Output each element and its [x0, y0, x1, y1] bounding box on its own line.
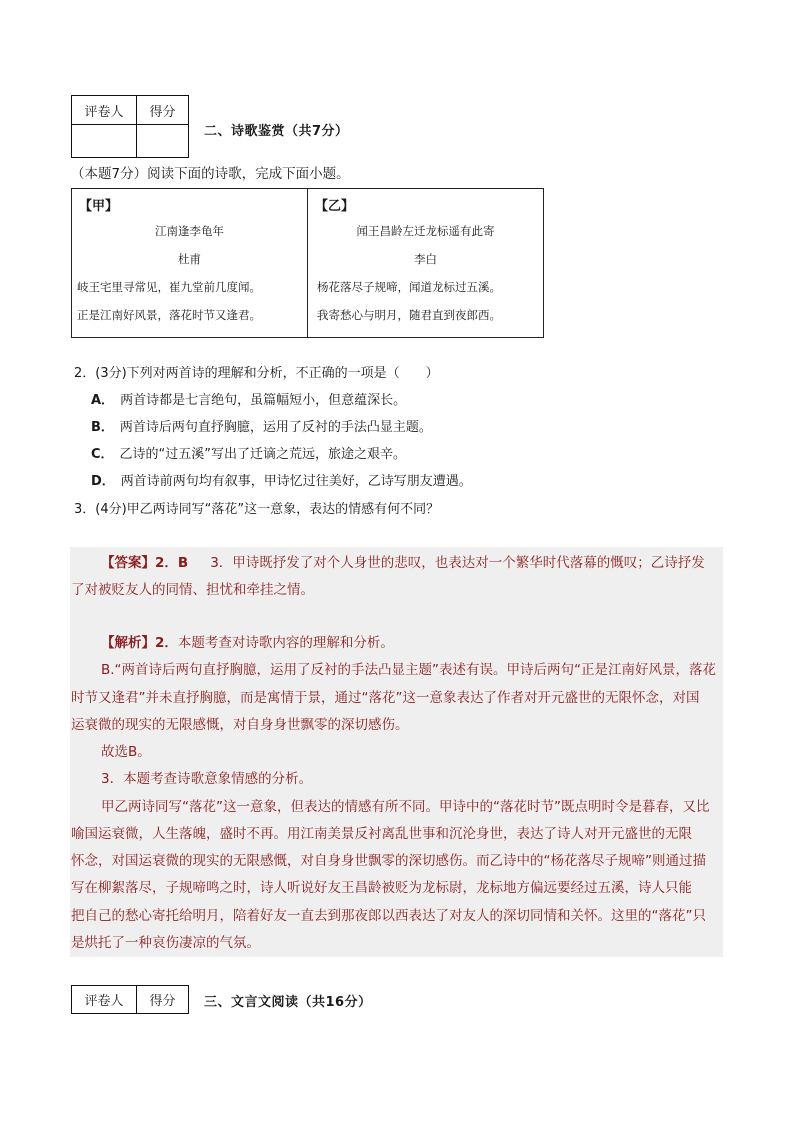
- poem-left-line-2: 正是江南好风景，落花时节又逢君。: [77, 308, 261, 322]
- section-3-title: 三、文言文阅读（共16分）: [204, 995, 372, 1010]
- poem-left-author: 杜甫: [178, 252, 201, 266]
- poem-right-line-2: 我寄愁心与明月，随君直到夜郎西。: [317, 308, 501, 322]
- question-2-option-b[interactable]: B． 两首诗后两句直抒胸臆，运用了反衬的手法凸显主题。: [91, 420, 432, 435]
- poem-right-cell: [308, 189, 544, 338]
- answer-line-1: 【答案】2．B 3．甲诗既抒发了对个人身世的悲叹，也表达对一个繁华时代落幕的慨叹；乙诗抒发: [101, 555, 705, 571]
- score-blank[interactable]: [137, 125, 189, 158]
- poem-table: [71, 188, 544, 338]
- poem-right-title: 闻王昌龄左迁龙标遥有此寄: [356, 224, 495, 238]
- analysis-q3-line-4: 写在柳絮落尽，子规啼鸣之时，诗人听说好友王昌龄被贬为龙标尉，龙标地方偏远要经过五溪，诗人只能: [71, 880, 692, 896]
- poem-right-tag: 【乙】: [315, 199, 355, 214]
- question-2-option-a[interactable]: A． 两首诗都是七言绝句，虽篇幅短小，但意蕴深长。: [91, 393, 407, 408]
- question-2-option-d[interactable]: D． 两首诗前两句均有叙事，甲诗忆过往美好，乙诗写朋友遭遇。: [91, 474, 472, 489]
- section-2-title: 二、诗歌鉴赏（共7分）: [204, 124, 349, 139]
- score-label-2: 得分: [137, 986, 189, 1014]
- analysis-q3-line-6: 是烘托了一种哀伤凄凉的气氛。: [71, 935, 260, 951]
- reviewer-label: 评卷人: [72, 96, 137, 125]
- poem-left-cell: [72, 189, 308, 338]
- reviewer-label-2: 评卷人: [72, 986, 137, 1014]
- section-2-intro: （本题7分）阅读下面的诗歌，完成下面小题。: [71, 166, 350, 182]
- question-3-stem: 3．(4分)甲乙两诗同写“落花”这一意象，表达的情感有何不同？: [74, 502, 440, 517]
- analysis-line-1: 【解析】2．本题考查对诗歌内容的理解和分析。: [101, 635, 394, 651]
- analysis-q3-line-3: 怀念，对国运衰微的现实的无限感慨，对自身身世飘零的深切感伤。而乙诗中的“杨花落尽子规啼”则通过描: [71, 853, 706, 869]
- analysis-q3-line-5: 把自己的愁心寄托给明月，陪着好友一直去到那夜郎以西表达了对友人的深切同情和关怀。这里的“落花”只: [71, 908, 706, 924]
- analysis-choose: 故选B。: [101, 744, 151, 760]
- question-2-stem: 2．(3分)下列对两首诗的理解和分析，不正确的一项是（ ）: [74, 366, 439, 381]
- poem-right-line-1: 杨花落尽子规啼，闻道龙标过五溪。: [317, 280, 501, 294]
- analysis-q2-line-2: 时节又逢君”并未直抒胸臆，而是寓情于景，通过“落花”这一意象表达了作者对开元盛世的无限怀念，对国: [71, 690, 700, 706]
- score-label: 得分: [137, 96, 189, 125]
- score-box-1: [71, 95, 189, 158]
- poem-right-author: 李白: [414, 252, 437, 266]
- poem-left-line-1: 岐王宅里寻常见，崔九堂前几度闻。: [77, 280, 261, 294]
- reviewer-blank[interactable]: [72, 125, 137, 158]
- poem-left-title: 江南逢李龟年: [155, 224, 224, 238]
- analysis-q3-line-2: 喻国运衰微，人生落魄，盛时不再。用江南美景反衬离乱世事和沉沦身世，表达了诗人对开元盛世的无限: [71, 826, 692, 842]
- poem-left-tag: 【甲】: [79, 199, 119, 214]
- analysis-q2-line-1: B.“两首诗后两句直抒胸臆，运用了反衬的手法凸显主题”表述有误。甲诗后两句“正是江南好风景，落花: [101, 662, 717, 678]
- score-box-2: [71, 985, 189, 1014]
- analysis-q3-line-1: 甲乙两诗同写“落花”这一意象，但表达的情感有所不同。甲诗中的“落花时节”既点明时令是暮春，又比: [101, 799, 710, 815]
- analysis-q2-line-3: 运衰微的现实的无限感慨，对自身身世飘零的深切感伤。: [71, 717, 409, 733]
- question-2-option-c[interactable]: C． 乙诗的“过五溪”写出了迁谪之荒远，旅途之艰辛。: [91, 447, 407, 462]
- analysis-q3-head: 3．本题考查诗歌意象情感的分析。: [101, 771, 313, 787]
- answer-line-2: 了对被贬友人的同情、担忧和牵挂之情。: [71, 582, 314, 598]
